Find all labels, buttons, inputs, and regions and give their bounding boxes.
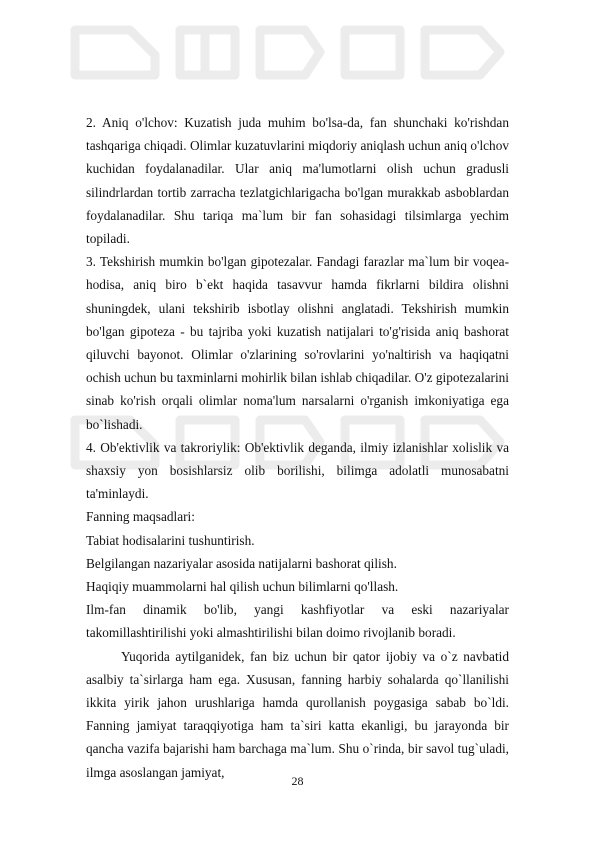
paragraph-science-impact: Yuqorida aytilganidek, fan biz uchun bir qator ijobiy va o`z navbatid asalbiy ta`sirlarga ham ega. Xususan, fanning harbiy sohalarda qo`llanilishi ikkita yirik jahon urushlariga hamda qurollanish poygasiga sabab bo`ldi. Fanning jamiyat taraqqiyotiga ham ta`siri katta ekanligi, bu jarayonda bir qancha vazifa bajarishi ham barchaga ma`lum. Shu o`rinda, bir savol tug`uladi, ilmga asoslangan jamiyat, <box>86 648 509 780</box>
goals-heading: Fanning maqsadlari: <box>86 509 195 525</box>
goal-item-2: Belgilangan nazariyalar asosida natijalarni bashorat qilish. <box>86 555 397 571</box>
paragraph-dynamic-science: Ilm-fan dinamik bo'lib, yangi kashfiyotlar va eski nazariyalar takomillashtirilishi yoki almashtirilishi bilan doimo rivojlanib boradi. <box>86 602 509 641</box>
body-text <box>86 111 509 784</box>
goal-item-1: Tabiat hodisalarini tushuntirish. <box>86 532 255 548</box>
page-number: 28 <box>291 774 304 788</box>
paragraph-objectivity: 4. Ob'ektivlik va takroriylik: Ob'ektivlik deganda, ilmiy izlanishlar xolislik va shaxsiy yon bosishlarsiz olib borilishi, bilimga adolatli munosabatni ta'minlaydi. <box>86 439 509 502</box>
goal-item-3: Haqiqiy muammolarni hal qilish uchun bilimlarni qo'llash. <box>86 579 399 595</box>
paragraph-testable-hypotheses: 3. Tekshirish mumkin bo'lgan gipotezalar. Fandagi farazlar ma`lum bir voqea-hodisa, aniq biro b`ekt haqida tasavvur hamda fikrlarni bildira olishni shuningdek, ulani tekshirib isbotlay olishni anglatadi. Tekshirish mumkin bo'lgan gipoteza - bu tajriba yoki kuzatish natijalari to'g'risida aniq bashorat qiluvchi bayonot. Olimlar o'zlarining so'rovlarini yo'naltirish va haqiqatni ochish uchun bu taxminlarni mohirlik bilan ishlab chiqadilar. O'z gipotezalarini sinab ko'rish orqali olimlar noma'lum narsalarni o'rganish imkoniyatiga ega bo`lishadi. <box>86 254 509 432</box>
paragraph-precise-measurement: 2. Aniq o'lchov: Kuzatish juda muhim bo'lsa-da, fan shunchaki ko'rishdan tashqariga chiqadi. Olimlar kuzatuvlarini miqdoriy aniqlash uchun aniq o'lchov kuchidan foydalanadilar. Ular aniq ma'lumotlarni olish uchun gradusli silindrlardan tortib zarracha tezlatgichlarigacha bo'lgan murakkab asboblardan foydalanadilar. Shu tariqa ma`lum bir fan sohasidagi tilsimlarga yechim topiladi. <box>86 115 509 247</box>
